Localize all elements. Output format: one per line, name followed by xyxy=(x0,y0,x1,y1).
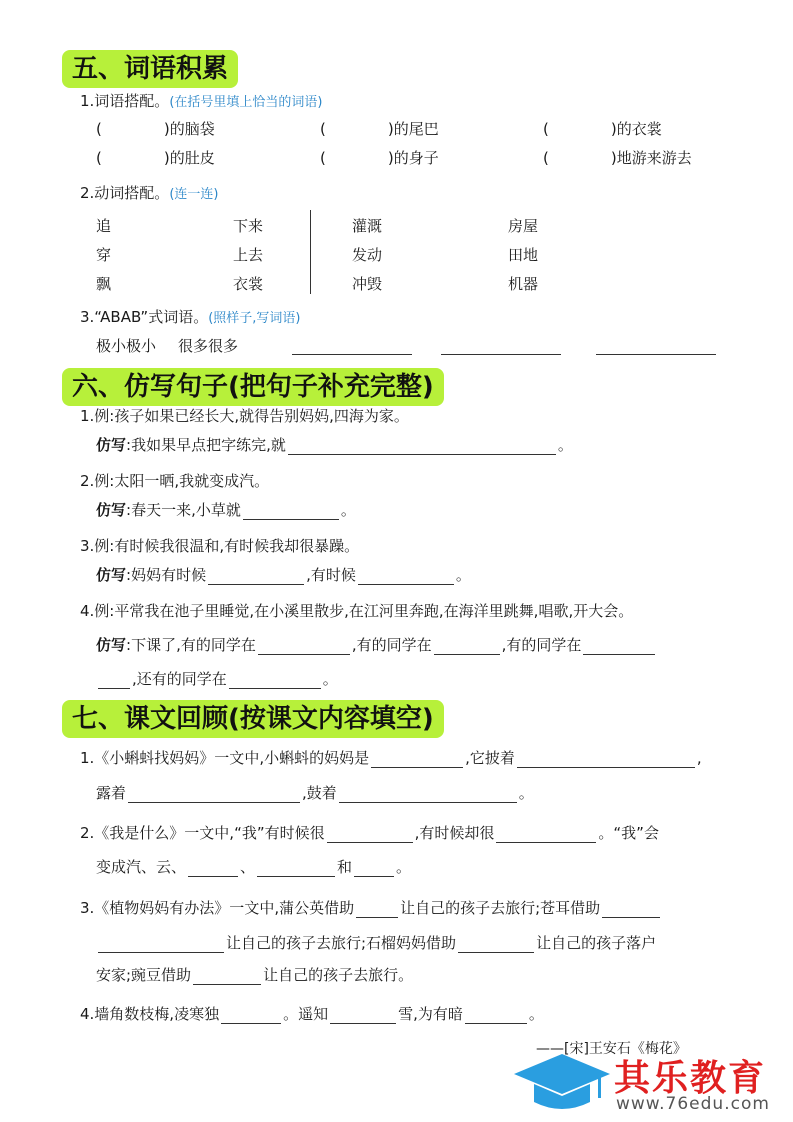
s6-fangxie-3: 仿写:妈妈有时候 ,有时候 。 xyxy=(96,566,471,584)
answer-blank[interactable] xyxy=(288,440,556,455)
answer-blank[interactable] xyxy=(292,340,412,355)
s7-q3-line1: 3.《植物妈妈有办法》一文中,蒲公英借助 让自己的孩子去旅行;苍耳借助 xyxy=(80,897,662,918)
s5-q3-label: 3.“ABAB”式词语。(照样子,写词语) xyxy=(80,308,301,326)
s6-example-1: 1.例:孩子如果已经长大,就得告别妈妈,四海为家。 xyxy=(80,407,409,425)
s6-fangxie-2: 仿写:春天一来,小草就 。 xyxy=(96,501,356,519)
answer-blank[interactable] xyxy=(339,788,517,803)
s5-q1-item-1: ( )的脑袋 xyxy=(96,120,215,138)
answer-blank[interactable] xyxy=(243,505,339,520)
s7-q4: 4.墙角数枝梅,凌寒独 。遥知 雪,为有暗 。 xyxy=(80,1005,544,1023)
q1-label-text: 1.词语搭配。 xyxy=(80,92,170,110)
s7-attribution: ——[宋]王安石《梅花》 xyxy=(536,1041,687,1057)
logo-url: www.76edu.com xyxy=(616,1094,770,1114)
answer-blank[interactable] xyxy=(98,938,224,953)
answer-blank[interactable] xyxy=(371,753,463,768)
answer-blank[interactable] xyxy=(434,640,500,655)
answer-blank[interactable] xyxy=(208,570,304,585)
s6-fangxie-4: 仿写:下课了,有的同学在 ,有的同学在 ,有的同学在 xyxy=(96,634,657,655)
s5-q1-item-6: ( )地游来游去 xyxy=(543,149,692,167)
s6-fangxie-4-cont: ,还有的同学在 。 xyxy=(96,668,338,689)
s6-example-3: 3.例:有时候我很温和,有时候我却很暴躁。 xyxy=(80,537,360,555)
s7-q2-line1: 2.《我是什么》一文中,“我”有时候很 ,有时候却很 。“我”会 xyxy=(80,824,659,842)
answer-blank[interactable] xyxy=(583,640,655,655)
answer-blank[interactable] xyxy=(358,570,454,585)
answer-blank[interactable] xyxy=(128,788,300,803)
answer-blank[interactable] xyxy=(458,938,534,953)
q1-hint: (在括号里填上恰当的词语) xyxy=(169,95,323,110)
s7-q2-line2: 变成汽、云、 、 和 。 xyxy=(96,858,412,876)
s5-q1-item-4: ( )的肚皮 xyxy=(96,149,215,167)
s5-q1-item-5: ( )的身子 xyxy=(320,149,439,167)
answer-blank[interactable] xyxy=(596,340,716,355)
s5-q2-label: 2.动词搭配。(连一连) xyxy=(80,184,219,202)
s5-q3-examples: 极小极小 很多很多 xyxy=(96,337,239,355)
s7-q3-line2: 让自己的孩子去旅行;石榴妈妈借助 让自己的孩子落户 xyxy=(96,932,656,953)
answer-blank[interactable] xyxy=(221,1009,281,1024)
s7-q3-line3: 安家;豌豆借助 让自己的孩子去旅行。 xyxy=(96,966,414,984)
answer-blank[interactable] xyxy=(257,862,335,877)
s6-example-2: 2.例:太阳一晒,我就变成汽。 xyxy=(80,472,270,490)
answer-blank[interactable] xyxy=(193,970,261,985)
answer-blank[interactable] xyxy=(327,828,413,843)
s6-example-4: 4.例:平常我在池子里睡觉,在小溪里散步,在江河里奔跑,在海洋里跳舞,唱歌,开大会。 xyxy=(80,602,634,620)
graduation-cap-icon xyxy=(512,1048,612,1116)
answer-blank[interactable] xyxy=(602,903,660,918)
s5-q1-item-2: ( )的尾巴 xyxy=(320,120,439,138)
section-5-title: 五、词语积累 xyxy=(62,50,238,88)
logo-name: 其乐教育 xyxy=(614,1058,767,1099)
s5-q2-left2: 灌溉 发动 冲毁 xyxy=(352,217,383,293)
answer-blank[interactable] xyxy=(517,753,695,768)
s6-fangxie-1: 仿写:我如果早点把字练完,就 。 xyxy=(96,436,573,454)
s5-q2-right2: 房屋 田地 机器 xyxy=(508,217,539,293)
s5-q3-blanks xyxy=(290,337,718,355)
divider-line xyxy=(310,210,311,294)
answer-blank[interactable] xyxy=(98,674,130,689)
answer-blank[interactable] xyxy=(354,862,394,877)
s7-q1-line2: 露着 ,鼓着 。 xyxy=(96,784,534,802)
s7-q1-line1: 1.《小蝌蚪找妈妈》一文中,小蝌蚪的妈妈是 ,它披着 , xyxy=(80,749,702,767)
s5-q1-label xyxy=(80,90,322,111)
s5-q2-left1: 追 穿 飘 xyxy=(96,217,112,293)
s5-q1-item-3: ( )的衣裳 xyxy=(543,120,662,138)
answer-blank[interactable] xyxy=(465,1009,527,1024)
answer-blank[interactable] xyxy=(330,1009,396,1024)
watermark-logo xyxy=(512,1048,787,1118)
s5-q2-right1: 下来 上去 衣裳 xyxy=(233,217,264,293)
section-6-title: 六、仿写句子(把句子补充完整) xyxy=(62,368,444,406)
answer-blank[interactable] xyxy=(496,828,596,843)
answer-blank[interactable] xyxy=(188,862,238,877)
section-7-title: 七、课文回顾(按课文内容填空) xyxy=(62,700,444,738)
answer-blank[interactable] xyxy=(441,340,561,355)
answer-blank[interactable] xyxy=(229,674,321,689)
answer-blank[interactable] xyxy=(356,903,398,918)
answer-blank[interactable] xyxy=(258,640,350,655)
